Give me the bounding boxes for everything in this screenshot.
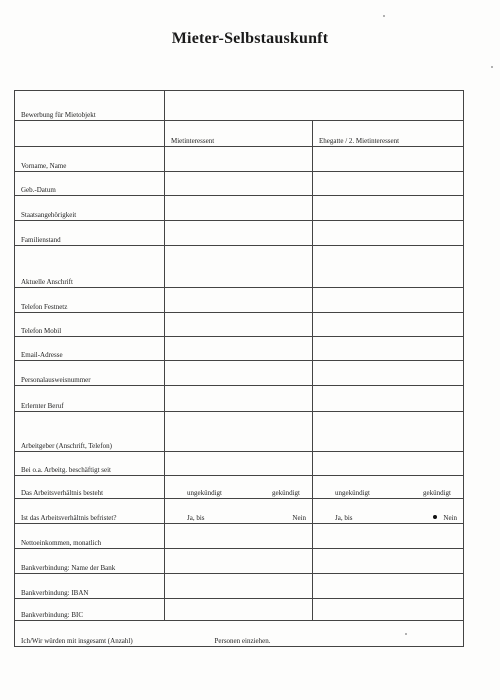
bank-name-field-a[interactable]	[165, 549, 313, 574]
table-row	[15, 574, 464, 599]
bullet-icon	[433, 515, 437, 519]
table-row	[15, 121, 464, 147]
row-label-marital-status: Familienstand	[15, 221, 165, 246]
persons-suffix-label: Personen einziehen.	[214, 637, 271, 645]
tenant-form-table	[14, 90, 464, 647]
landline-field-a[interactable]	[165, 288, 313, 313]
table-row	[15, 476, 464, 499]
address-field-a[interactable]	[165, 246, 313, 288]
row-label-employer: Arbeitgeber (Anschrift, Telefon)	[15, 412, 165, 452]
scan-speck	[383, 15, 385, 17]
address-field-b[interactable]	[313, 246, 464, 288]
table-row	[15, 621, 464, 647]
table-row	[15, 549, 464, 574]
id-number-field-a[interactable]	[165, 361, 313, 386]
bic-field-a[interactable]	[165, 599, 313, 621]
persons-moving-in-row[interactable]	[15, 621, 464, 647]
marital-field-b[interactable]	[313, 221, 464, 246]
option-terminated-b[interactable]: gekündigt	[423, 489, 451, 497]
row-label-employment-status: Das Arbeitsverhältnis besteht	[15, 476, 165, 499]
employment-status-options-a	[165, 476, 313, 499]
table-row	[15, 147, 464, 172]
option-unterminated-a[interactable]: ungekündigt	[187, 489, 222, 497]
fixed-term-options-a	[165, 499, 313, 524]
option-no-a[interactable]: Nein	[292, 514, 306, 522]
table-row	[15, 452, 464, 476]
marital-field-a[interactable]	[165, 221, 313, 246]
table-row	[15, 172, 464, 196]
nationality-field-b[interactable]	[313, 196, 464, 221]
name-field-b[interactable]	[313, 147, 464, 172]
column-header-applicant: Mietinteressent	[165, 121, 313, 147]
row-label-net-income: Nettoeinkommen, monatlich	[15, 524, 165, 549]
table-row	[15, 221, 464, 246]
table-row	[15, 499, 464, 524]
bic-field-b[interactable]	[313, 599, 464, 621]
employer-field-a[interactable]	[165, 412, 313, 452]
header-spacer	[15, 121, 165, 147]
profession-field-a[interactable]	[165, 386, 313, 412]
option-yes-until-a[interactable]: Ja, bis	[187, 514, 205, 522]
table-row	[15, 246, 464, 288]
row-label-fixed-term: Ist das Arbeitsverhältnis befristet?	[15, 499, 165, 524]
nationality-field-a[interactable]	[165, 196, 313, 221]
email-field-b[interactable]	[313, 337, 464, 361]
profession-field-b[interactable]	[313, 386, 464, 412]
birthdate-field-a[interactable]	[165, 172, 313, 196]
option-yes-until-b[interactable]: Ja, bis	[335, 514, 353, 522]
row-label-bic: Bankverbindung: BIC	[15, 599, 165, 621]
row-label-nationality: Staatsangehörigkeit	[15, 196, 165, 221]
income-field-b[interactable]	[313, 524, 464, 549]
row-label-name: Vorname, Name	[15, 147, 165, 172]
persons-count-label: Ich/Wir würden mit insgesamt (Anzahl)	[21, 637, 133, 645]
row-label-phone-landline: Telefon Festnetz	[15, 288, 165, 313]
table-row	[15, 196, 464, 221]
fixed-term-options-b	[313, 499, 464, 524]
row-label-employed-since: Bei o.a. Arbeitg. beschäftigt seit	[15, 452, 165, 476]
scan-speck	[491, 66, 493, 68]
property-field[interactable]	[165, 91, 464, 121]
employed-since-field-b[interactable]	[313, 452, 464, 476]
table-row	[15, 313, 464, 337]
scan-speck	[405, 633, 407, 635]
option-terminated-a[interactable]: gekündigt	[272, 489, 300, 497]
table-row	[15, 337, 464, 361]
name-field-a[interactable]	[165, 147, 313, 172]
table-row	[15, 524, 464, 549]
table-row	[15, 386, 464, 412]
option-no-b[interactable]: Nein	[443, 514, 457, 522]
table-row	[15, 599, 464, 621]
iban-field-b[interactable]	[313, 574, 464, 599]
iban-field-a[interactable]	[165, 574, 313, 599]
row-label-profession: Erlernter Beruf	[15, 386, 165, 412]
employment-status-options-b	[313, 476, 464, 499]
income-field-a[interactable]	[165, 524, 313, 549]
row-label-bank-name: Bankverbindung: Name der Bank	[15, 549, 165, 574]
bank-name-field-b[interactable]	[313, 549, 464, 574]
table-row	[15, 91, 464, 121]
employed-since-field-a[interactable]	[165, 452, 313, 476]
row-label-property: Bewerbung für Mietobjekt	[15, 91, 165, 121]
row-label-phone-mobile: Telefon Mobil	[15, 313, 165, 337]
row-label-id-number: Personalausweisnummer	[15, 361, 165, 386]
table-row	[15, 412, 464, 452]
table-row	[15, 361, 464, 386]
row-label-birthdate: Geb.-Datum	[15, 172, 165, 196]
column-header-spouse: Ehegatte / 2. Mietinteressent	[313, 121, 464, 147]
row-label-address: Aktuelle Anschrift	[15, 246, 165, 288]
row-label-email: Email-Adresse	[15, 337, 165, 361]
mobile-field-b[interactable]	[313, 313, 464, 337]
id-number-field-b[interactable]	[313, 361, 464, 386]
option-unterminated-b[interactable]: ungekündigt	[335, 489, 370, 497]
landline-field-b[interactable]	[313, 288, 464, 313]
page-title: Mieter-Selbstauskunft	[171, 30, 329, 47]
birthdate-field-b[interactable]	[313, 172, 464, 196]
email-field-a[interactable]	[165, 337, 313, 361]
employer-field-b[interactable]	[313, 412, 464, 452]
mobile-field-a[interactable]	[165, 313, 313, 337]
row-label-iban: Bankverbindung: IBAN	[15, 574, 165, 599]
table-row	[15, 288, 464, 313]
